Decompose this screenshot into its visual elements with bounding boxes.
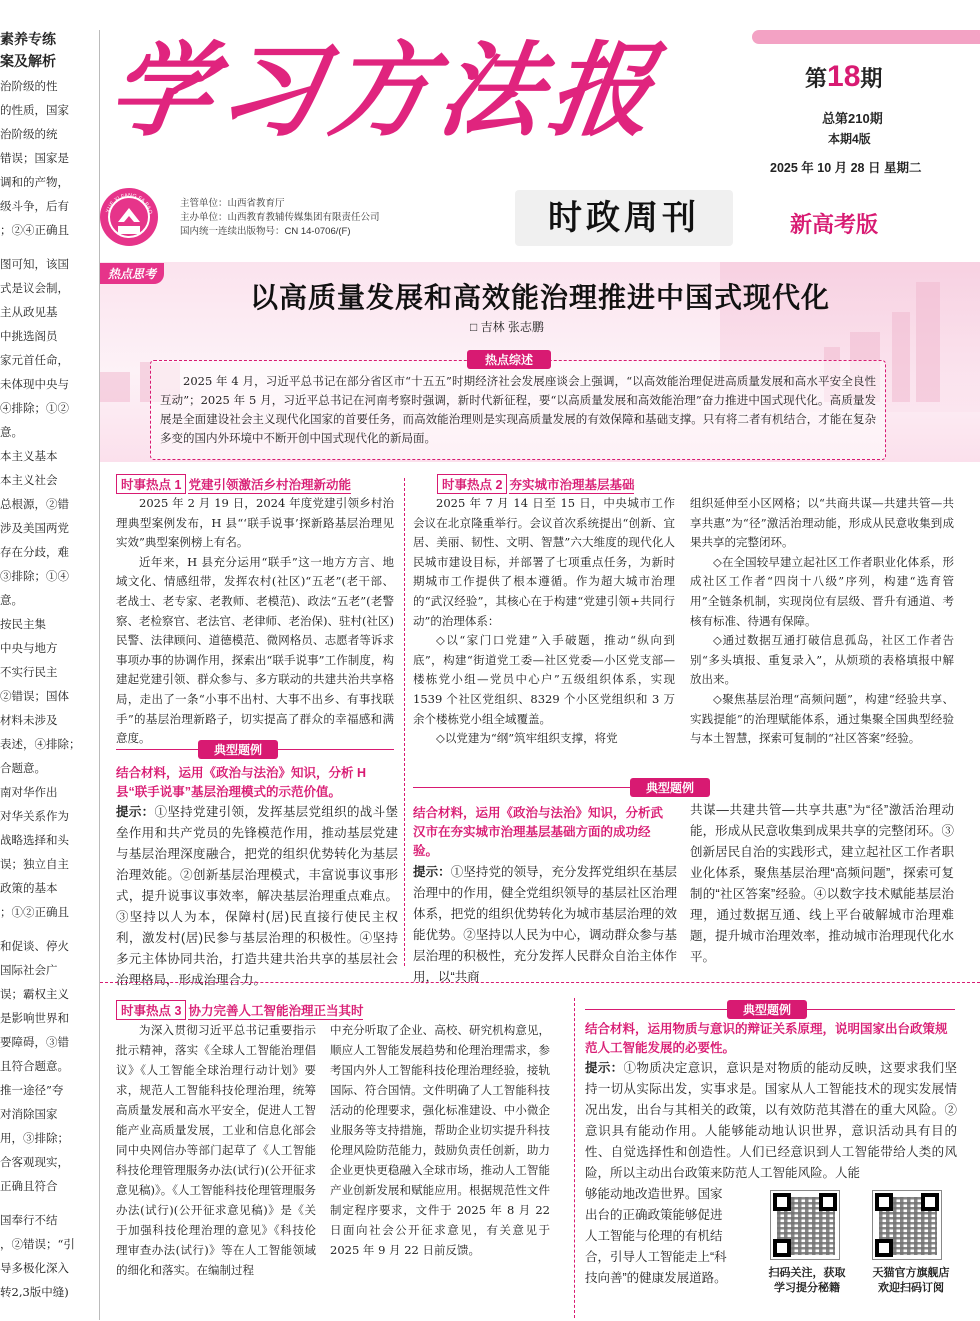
hot-point-2-paragraph: 2025 年 7 月 14 日至 15 日，中央城市工作会议在北京隆重举行。会议首次系统提出“创新、宜居、美丽、韧性、文明、智慧”六大维度的现代化人民城市建设目标，并部署了七项重点任务，为新时期城市工作提供了根本遵循。作为超大城市治理的“武汉经验”，其核心在于构建“党建引领+共同行动”的治理体系： bbox=[413, 496, 675, 628]
newspaper-title: 学习方法报 bbox=[101, 31, 669, 151]
hot-point-3-paragraph: 为深入贯彻习近平总书记重要指示批示精神，落实《全球人工智能治理倡议》《人工智能全球治理行动计划》要求，规范人工智能科技伦理治理，统筹高质量发展和高水平安全，促进人工智能产业高质量发展，工业和信息化部会同中央网信办等部门起草了《人工智能科技伦理管理服务办法(试行)(公开征求意见稿)》。《人工智能科技伦理管理服务办法(试行)(公开征求意见稿)》是《关于加强科技伦理治理的意见》《科技伦理审查办法(试行)》等在人工智能领域的细化和落实。在编制过程 bbox=[116, 1023, 316, 1277]
answer-text: ①坚持党建引领，发挥基层党组织的战斗堡垒作用和共产党员的先锋模范作用，推动基层党建与基层治理深度融合，把党的组织优势转化为基层治理效能。②创新基层治理模式，丰富说事议事形式，提升说事议事效率，解决基层治理重点难点。③坚持以人为本，保障村(居)民直接行使民主权利，激发村(居)民参与基层治理的积极性。④坚持多元主体协同共治，打造共建共治共享的基层社会治理格局，形成治理合力。 bbox=[116, 805, 398, 987]
left-strip-line: 对消除国家 bbox=[0, 1107, 58, 1121]
left-strip-line: 存在分歧，难 bbox=[0, 545, 69, 559]
example-answer-2b: 共谋—共建共管—共享共惠”为“径”激活治理动能，形成从民意收集到成果共享的完整闭环。③创新居民自治的实践形式，建立起社区工作者职业化体系，聚焦基层治理“高频问题”，探索可复制的“社区答案”经验。④以数字技术赋能基层治理，通过数据互通、线上平台破解城市治理难题，提升城市治理效率，推动城市治理现代化水平。 bbox=[690, 803, 954, 964]
hot-point-2-title: 夯实城市治理基层基础 bbox=[509, 478, 635, 492]
left-strip-line: 正确且符合 bbox=[0, 1179, 58, 1193]
section-name: 时政周刊 bbox=[515, 190, 733, 246]
qr-caption-line: 欢迎扫码订阅 bbox=[878, 1282, 944, 1294]
left-strip-line: 导多极化深入 bbox=[0, 1261, 69, 1275]
left-strip-line: 中央与地方 bbox=[0, 641, 58, 655]
answer-label: 提示： bbox=[413, 865, 451, 879]
hot-point-3-title: 协力完善人工智能治理正当其时 bbox=[188, 1004, 364, 1018]
left-strip-line: 中挑选阁员 bbox=[0, 329, 58, 343]
answer-text: ①坚持党的领导，充分发挥党组织在基层治理中的作用，健全党组织领导的基层社区治理体系，把党的组织优势转化为城市基层治理的效能优势。②坚持以人民为中心，调动群众参与基层治理的积极性，充分发挥人民群众自治主体作用，以“共商 bbox=[413, 865, 677, 984]
answer-label: 提示： bbox=[116, 805, 155, 819]
hot-point-2-column-1 bbox=[413, 494, 675, 749]
hot-point-3-heading bbox=[116, 1000, 363, 1020]
issue-number-value: 18 bbox=[827, 60, 861, 93]
hot-point-1-paragraph: 近年来，H 县充分运用“联手”这一地方方言、地域文化、情感纽带，发挥农村(社区)“五老”(老干部、老战士、老专家、老教师、老模范)、政法“五老”(老警察、老检察官、老法官、老律师、老治保)、驻村(社区)民警、法律顾问、道德模范、微网格员、志愿者等诉求事项办事的协调作用，探索出“联手说事”工作制度，构建起党建引领、群众参与、多方联动的共建共治共享格局，走出了一条“小事不出村、大事不出乡、有事找联手”的基层治理新路子，切实提高了群众的幸福感和满意度。 bbox=[116, 554, 394, 746]
sponsor-line: 主办单位：山西教育教辅传媒集团有限责任公司 bbox=[180, 212, 380, 223]
hot-point-2-paragraph: 组织延伸至小区网格；以“共商共谋—共建共管—共享共惠”为“径”激活治理动能，形成从民意收集到成果共享的完整闭环。 bbox=[690, 496, 954, 550]
qr-code-icon[interactable] bbox=[770, 1190, 840, 1260]
left-strip-line: 意。 bbox=[0, 425, 23, 439]
left-strip-line: 误；霸权主义 bbox=[0, 987, 69, 1001]
left-strip-line: 国奉行不结 bbox=[0, 1213, 58, 1227]
answer-line: 够能动地改造世界。国家 bbox=[585, 1187, 723, 1201]
hot-point-1-heading bbox=[116, 474, 351, 494]
edition-name: 新高考版 bbox=[790, 212, 879, 237]
issue-suffix: 期 bbox=[860, 66, 883, 91]
left-strip-line: 治阶级的统 bbox=[0, 127, 58, 141]
qr-caption-left bbox=[752, 1266, 862, 1296]
hot-point-1-paragraph: 2025 年 2 月 19 日，2024 年度党建引领乡村治理典型案例发布，H 县“‘联手说事’探新路基层治理见实效”典型案例榜上有名。 bbox=[116, 496, 394, 550]
answer-line: 技向善”的健康发展道路。 bbox=[585, 1271, 727, 1285]
left-strip-line: 且符合题意。 bbox=[0, 1059, 69, 1073]
left-strip-line: 转2,3版中缝) bbox=[0, 1285, 69, 1299]
example-answer-3b bbox=[585, 1184, 765, 1289]
hot-point-3-paragraph: 中充分听取了企业、高校、研究机构意见，顺应人工智能发展趋势和伦理治理需求，参考国内外人工智能科技伦理治理经验，接轨国际、符合国情。文件明确了人工智能科技活动的伦理要求，强化标准建设、中小微企业服务等支持措施，帮助企业切实提升科技伦理风险防范能力，鼓励负责任创新，助力企业更快更稳融入全球市场，推动人工智能产业创新发展和赋能应用。根据规范性文件制定程序要求，文件于 2025 年 8 月 22 日面向社会公开征求意见，有关意见于 2025 年 9 月 22 日前反馈。 bbox=[330, 1023, 550, 1257]
example-question-2: 结合材料，运用《政治与法治》知识，分析武汉市在夯实城市治理基层基础方面的成功经验。 bbox=[413, 806, 664, 858]
left-strip-line: 的性质，国家 bbox=[0, 103, 69, 117]
left-strip-line: ；①②正确且 bbox=[0, 905, 69, 919]
total-issue: 总第210期 bbox=[822, 111, 883, 126]
answer-line: 人工智能与伦理的有机结 bbox=[585, 1229, 723, 1243]
left-strip-heading-1: 素养专练 bbox=[0, 31, 56, 47]
summary-tag: 热点综述 bbox=[467, 350, 551, 369]
column-divider bbox=[574, 998, 575, 1318]
left-strip-line: 合客观现实， bbox=[0, 1155, 69, 1169]
qr-caption-right bbox=[856, 1266, 966, 1296]
decorative-pink-bar bbox=[752, 30, 980, 44]
hot-point-2-paragraph: ◇聚焦基层治理“高频问题”，构建“经验共享、实践提能”的治理赋能体系，通过集聚全国典型经验与本土智慧，探索可复制的“社区答案”经验。 bbox=[690, 691, 954, 746]
issue-prefix: 第 bbox=[805, 66, 828, 91]
left-margin-column bbox=[0, 30, 100, 1320]
example-answer-1 bbox=[116, 802, 398, 991]
answer-label: 提示： bbox=[585, 1061, 624, 1075]
left-strip-line: 意。 bbox=[0, 593, 23, 607]
summary-text: 2025 年 4 月，习近平总书记在部分省区市“十五五”时期经济社会发展座谈会上强调，“以高效能治理促进高质量发展和高水平安全良性互动”；2025 年 5 月，习近平总书记在河南考察时强调，新时代新征程，要“以高质量发展和高效能治理”奋力推进中国式现代化。高质量发展是全面建设社会主义现代化国家的首要任务，而高效能治理则是实现高质量发展的有效保障和基础支撑。只有将二者有机结合，才能在复杂多变的国内外环境中不断开创中国式现代化的新局面。 bbox=[160, 374, 876, 445]
left-strip-line: 材料未涉及 bbox=[0, 713, 58, 727]
hot-point-2-paragraph: ◇通过数据互通打破信息孤岛，社区工作者告别“多头填报、重复录入”，从烦琐的表格填报中解放出来。 bbox=[690, 633, 954, 687]
left-strip-line: 是影响世界和 bbox=[0, 1011, 69, 1025]
left-strip-line: 国际社会广 bbox=[0, 963, 58, 977]
left-strip-lines bbox=[0, 74, 99, 1304]
hot-topic-tag: 热点思考 bbox=[100, 263, 164, 284]
qr-code-icon[interactable] bbox=[872, 1190, 942, 1260]
example-question-3: 结合材料，运用物质与意识的辩证关系原理，说明国家出台政策规范人工智能发展的必要性。 bbox=[585, 1022, 948, 1055]
left-strip-line: ，②错误；“引 bbox=[0, 1237, 75, 1251]
hot-point-2-heading bbox=[437, 474, 634, 494]
left-strip-line: 涉及美国两党 bbox=[0, 521, 69, 535]
left-strip-line: 对华关系作为 bbox=[0, 809, 69, 823]
hot-point-3-column-1 bbox=[116, 1020, 316, 1280]
cn-number-line: 国内统一连续出版物号：CN 14-0706/(F) bbox=[180, 226, 351, 237]
left-strip-line: 错误；国家是 bbox=[0, 151, 69, 165]
answer-text: ①物质决定意识，意识是对物质的能动反映，这要求我们坚持一切从实际出发，实事求是。国家从人工智能技术的现实发展情况出发，出台与其相关的政策，以有效防范其潜在的重大风险。②意识具有能动作用。人能够能动地认识世界，意识活动具有目的性、自觉选择性和创造性。人们已经意识到人工智能带给人类的风险，所以主动出台政策来防范人工智能风险。人能 bbox=[585, 1061, 957, 1180]
qr-caption-line: 天猫官方旗舰店 bbox=[872, 1267, 950, 1279]
left-strip-line: 本主义基本 bbox=[0, 449, 58, 463]
left-strip-line: 南对华作出 bbox=[0, 785, 58, 799]
qr-caption-line: 学习提分秘籍 bbox=[774, 1282, 840, 1294]
logo-text: XUE XI FANG FA BAO bbox=[105, 192, 153, 215]
example-tag-1: 典型题例 bbox=[198, 740, 278, 759]
example-answer-2a bbox=[413, 862, 677, 988]
hot-point-2-tag: 时事热点 2 bbox=[437, 474, 507, 494]
hot-point-1-title: 党建引领激活乡村治理新动能 bbox=[188, 478, 351, 492]
left-strip-line bbox=[0, 242, 99, 252]
left-strip-line: ③排除；①④ bbox=[0, 569, 69, 583]
left-strip-line: 本主义社会 bbox=[0, 473, 58, 487]
hot-point-1-tag: 时事热点 1 bbox=[116, 474, 186, 494]
left-strip-line: 总根源，②错 bbox=[0, 497, 69, 511]
supervisor-line: 主管单位：山西省教育厅 bbox=[180, 198, 285, 209]
qr-caption-line: 扫码关注，获取 bbox=[768, 1267, 846, 1279]
left-strip-line: 家元首任命， bbox=[0, 353, 69, 367]
left-strip-line bbox=[0, 1198, 99, 1208]
left-strip-line: 战略选择和头 bbox=[0, 833, 69, 847]
section-divider bbox=[100, 982, 980, 983]
left-strip-line: 表述，④排除； bbox=[0, 737, 81, 751]
left-strip-line: 调和的产物， bbox=[0, 175, 69, 189]
issue-number bbox=[805, 60, 882, 94]
left-strip-line: ②错误；国体 bbox=[0, 689, 69, 703]
hot-point-3-tag: 时事热点 3 bbox=[116, 1000, 186, 1020]
left-strip-line: 未体现中央与 bbox=[0, 377, 69, 391]
hot-point-2-column-2 bbox=[690, 494, 954, 749]
example-answer-3a bbox=[585, 1058, 957, 1184]
hot-point-2-paragraph: ◇在全国较早建立起社区工作者职业化体系，形成社区工作者“四岗十八级”序列，构建“选育管用”全链条机制，实现岗位有层级、晋升有通道、考核有标准、待遇有保障。 bbox=[690, 554, 954, 628]
left-strip-line: 要障碍，③错 bbox=[0, 1035, 69, 1049]
left-strip-line: 治阶级的性 bbox=[0, 79, 58, 93]
publication-date: 2025 年 10 月 28 日 星期二 bbox=[770, 161, 922, 175]
left-strip-line: 图可知，该国 bbox=[0, 257, 69, 271]
hot-point-2-paragraph: ◇以“家门口党建”入手破题，推动“纵向到底”，构建“街道党工委—社区党委—小区党支部—楼栋党小组—党员中心户”五级组织体系，实现 1539 个社区党组织、8329 个小区党组织和 3 万余个楼栋党小组全域覆盖。 bbox=[413, 633, 675, 726]
left-strip-line: 和促谈、停火 bbox=[0, 939, 69, 953]
left-strip-line: 按民主集 bbox=[0, 617, 46, 631]
left-strip-line: 用，③排除； bbox=[0, 1131, 69, 1145]
left-strip-line: 合题意。 bbox=[0, 761, 46, 775]
left-strip-line: ；②④正确且 bbox=[0, 223, 69, 237]
example-tag-3: 典型题例 bbox=[727, 1000, 807, 1019]
byline: □ 吉林 张志鹏 bbox=[470, 320, 544, 334]
left-strip-line: 式是议会制， bbox=[0, 281, 69, 295]
main-headline: 以高质量发展和高效能治理推进中国式现代化 bbox=[249, 281, 830, 314]
edition-count: 本期4版 bbox=[828, 132, 871, 146]
hot-point-1-body bbox=[116, 494, 394, 749]
hot-point-2-paragraph: ◇以党建为“纲”筑牢组织支撑，将党 bbox=[436, 731, 618, 746]
left-strip-line: 级斗争，后有 bbox=[0, 199, 69, 213]
answer-line: 出台的正确政策能够促进 bbox=[585, 1208, 723, 1222]
publisher-info bbox=[180, 197, 380, 239]
left-strip-line: 推一途径”夸 bbox=[0, 1083, 64, 1097]
publisher-logo-icon bbox=[100, 188, 158, 246]
column-divider bbox=[404, 478, 405, 966]
example-tag-2: 典型题例 bbox=[630, 778, 710, 797]
left-strip-heading-2: 案及解析 bbox=[0, 53, 56, 69]
left-strip-line bbox=[0, 924, 99, 934]
left-strip-line: 主从政见基 bbox=[0, 305, 58, 319]
left-strip-line: ④排除；①② bbox=[0, 401, 69, 415]
answer-line: 合，引导人工智能走上“科 bbox=[585, 1250, 727, 1264]
hot-point-3-column-2 bbox=[330, 1020, 550, 1260]
left-strip-line: 不实行民主 bbox=[0, 665, 58, 679]
example-question-1: 结合材料，运用《政治与法治》知识，分析 H 县“联手说事”基层治理模式的示范价值。 bbox=[116, 766, 367, 799]
left-strip-line: 政策的基本 bbox=[0, 881, 58, 895]
left-strip-line: 误；独立自主 bbox=[0, 857, 69, 871]
